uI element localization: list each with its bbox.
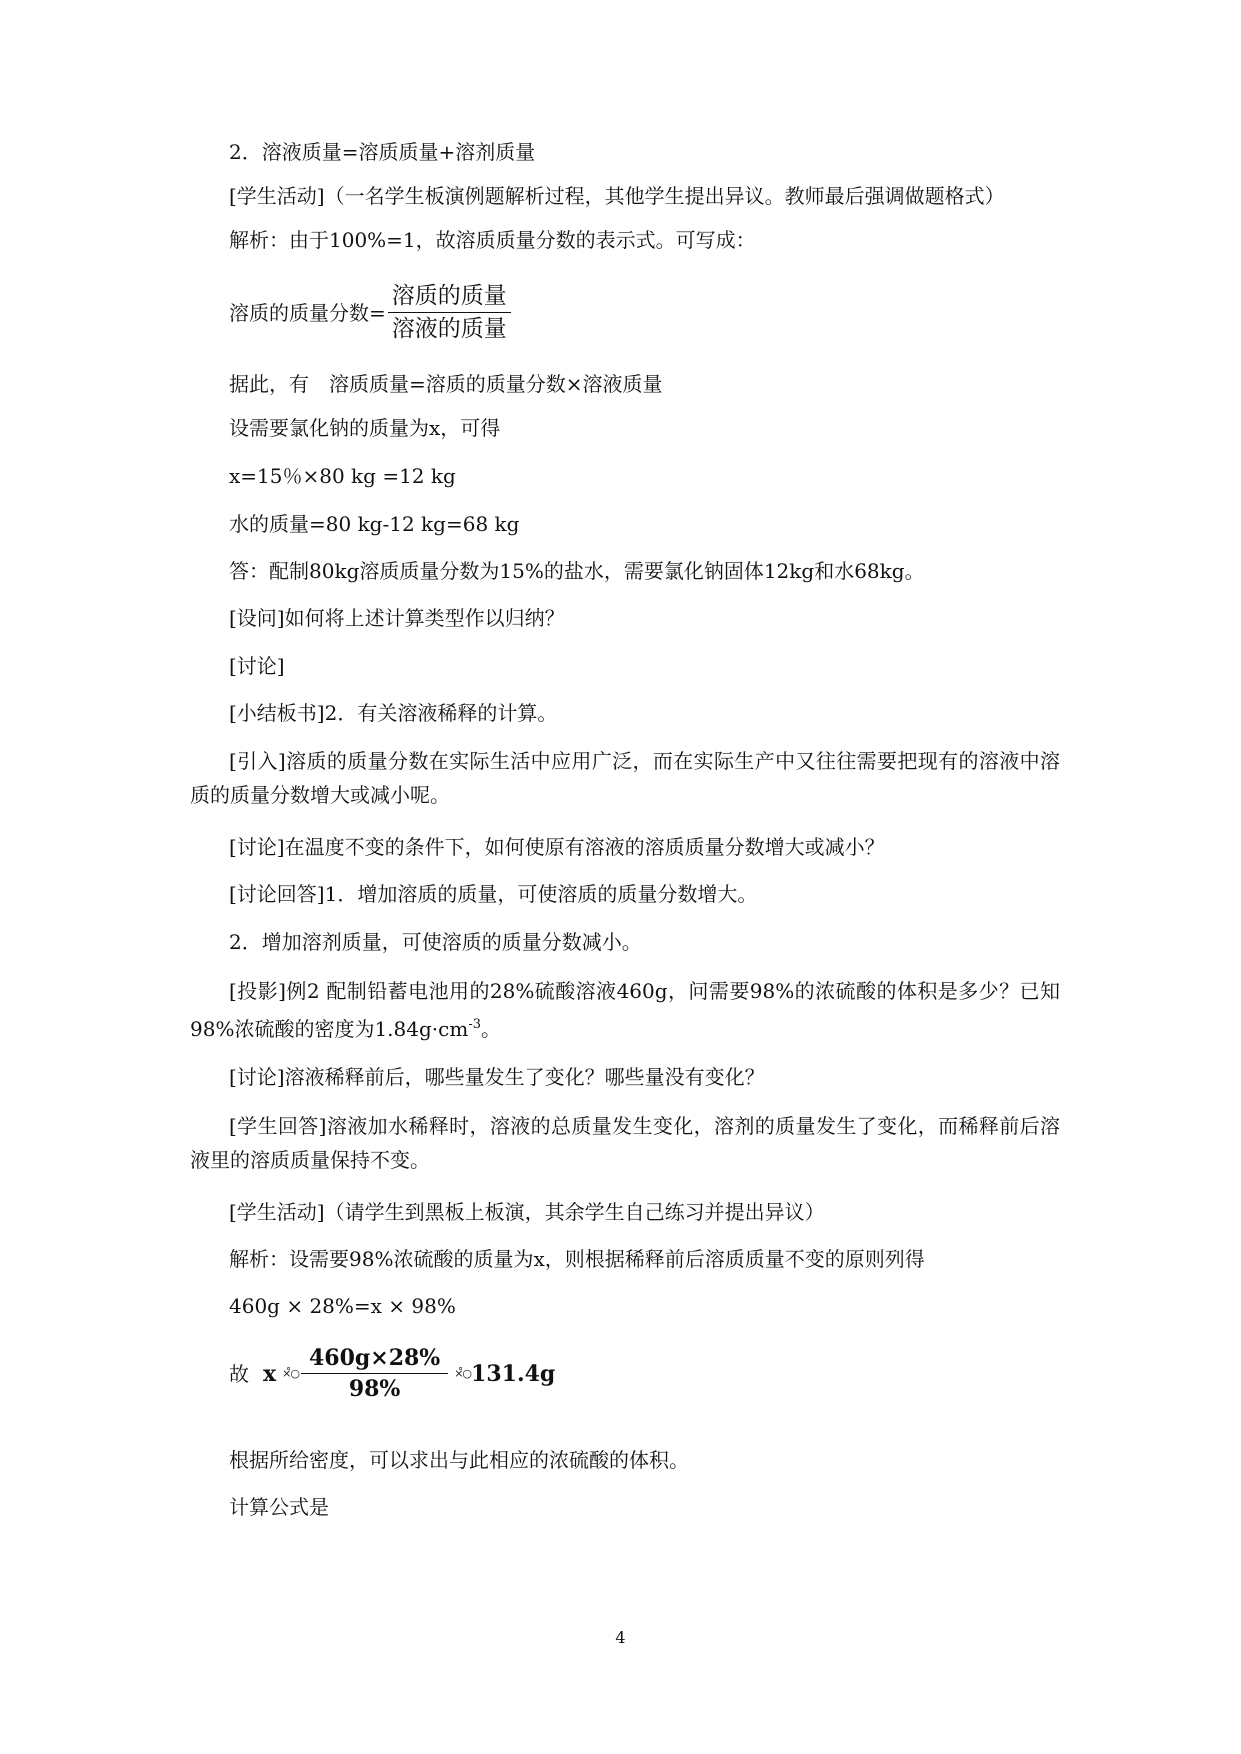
formula-label: 溶质的质量分数=	[229, 300, 386, 325]
formula-glyph: ×̊○	[454, 1367, 472, 1380]
formula-glyph: ×̊○	[282, 1367, 299, 1380]
text-line: 2．增加溶剂质量，可使溶质的质量分数减小。	[229, 930, 642, 954]
fraction-denominator: 溶液的质量	[391, 316, 507, 342]
formula-prefix: 故	[229, 1361, 249, 1386]
text-line: [讨论]在温度不变的条件下，如何使原有溶液的溶质质量分数增大或减小？	[229, 835, 885, 859]
text-line: 设需要氯化钠的质量为x，可得	[229, 416, 501, 440]
text-line: 解析：由于100%=1，故溶质质量分数的表示式。可写成：	[229, 228, 756, 252]
text-line: [小结板书]2．有关溶液稀释的计算。	[229, 701, 558, 725]
text-line: [设问]如何将上述计算类型作以归纳？	[229, 606, 565, 630]
text-line: 根据所给密度，可以求出与此相应的浓硫酸的体积。	[229, 1448, 689, 1472]
formula-variable: x	[263, 1360, 277, 1387]
text-line: [讨论]溶液稀释前后，哪些量发生了变化？哪些量没有变化？	[229, 1065, 765, 1089]
page-number: 4	[615, 1628, 626, 1647]
fraction	[388, 280, 511, 345]
text-line: x=15％×80 kg =12 kg	[229, 464, 456, 488]
paragraph: [学生回答]溶液加水稀释时，溶液的总质量发生变化，溶剂的质量发生了变化，而稀释前后溶液里的溶质质量保持不变。	[190, 1114, 1060, 1172]
mass-fraction-formula	[229, 280, 511, 345]
paragraph-end: 。	[480, 1017, 501, 1041]
paragraph-text: [投影]例2 配制铅蓄电池用的28%硫酸溶液460g，问需要98%的浓硫酸的体积是多少？已知98%浓硫酸的密度为1.84g·cm	[190, 979, 1060, 1041]
text-line: 460g × 28%=x × 98%	[229, 1294, 456, 1318]
text-line: 解析：设需要98%浓硫酸的质量为x，则根据稀释前后溶质质量不变的原则列得	[229, 1247, 925, 1271]
paragraph: [引入]溶质的质量分数在实际生活中应用广泛，而在实际生产中又往往需要把现有的溶液中溶质的质量分数增大或减小呢。	[190, 749, 1060, 807]
fraction-numerator: 460g×28%	[308, 1345, 441, 1371]
text-line: [讨论回答]1．增加溶质的质量，可使溶质的质量分数增大。	[229, 882, 758, 906]
fraction	[301, 1343, 448, 1404]
paragraph	[190, 974, 1060, 1046]
fraction-denominator: 98%	[348, 1376, 401, 1402]
formula-result: 131.4g	[471, 1360, 556, 1387]
text-line: 水的质量=80 kg-12 kg=68 kg	[229, 512, 520, 536]
superscript: -3	[468, 1017, 481, 1032]
text-line: 计算公式是	[229, 1495, 329, 1519]
text-line: [讨论]	[229, 654, 285, 678]
text-line: 2．溶液质量=溶质质量+溶剂质量	[229, 140, 536, 164]
dilution-formula	[229, 1343, 555, 1404]
text-line: [学生活动]（一名学生板演例题解析过程，其他学生提出异议。教师最后强调做题格式）	[229, 184, 1005, 208]
text-line: 据此，有 溶质质量=溶质的质量分数×溶液质量	[229, 372, 663, 396]
fraction-numerator: 溶质的质量	[391, 283, 507, 309]
text-line: 答：配制80kg溶质质量分数为15%的盐水，需要氯化钠固体12kg和水68kg。	[229, 559, 925, 583]
text-line: [学生活动]（请学生到黑板上板演，其余学生自己练习并提出异议）	[229, 1200, 825, 1224]
